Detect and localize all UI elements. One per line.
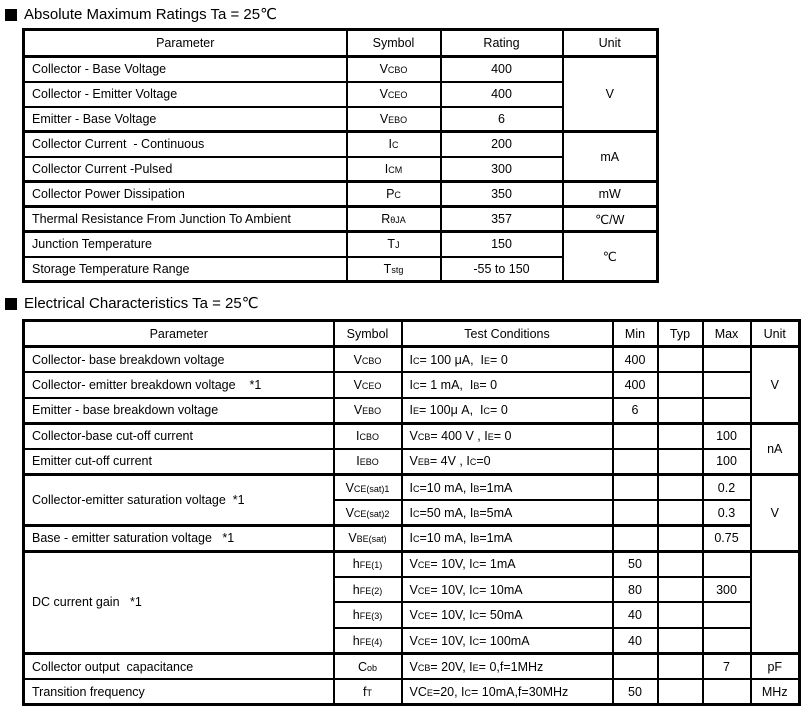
param-cell: Collector Power Dissipation [24, 182, 347, 207]
test-conditions-cell: IC=10 mA, IB=1mA [402, 474, 613, 500]
symbol-base: T [383, 261, 392, 276]
symbol-cell [334, 654, 402, 680]
param-cell: Collector Current - Continuous [24, 132, 347, 157]
typ-cell [658, 654, 703, 680]
max-cell: 100 [703, 423, 751, 449]
table-header-row [24, 321, 800, 347]
section-title-absolute-maximum-ratings [5, 6, 803, 23]
symbol-base: C [357, 659, 367, 674]
table-row [24, 526, 800, 552]
param-cell: Base - emitter saturation voltage *1 [24, 526, 334, 552]
min-cell [613, 449, 658, 475]
table-row [24, 474, 800, 500]
symbol-subscript: BE(sat) [356, 534, 387, 545]
table-row [24, 654, 800, 680]
test-conditions-cell: IC= 1 mA, IB= 0 [402, 372, 613, 398]
header-max: Max [703, 321, 751, 347]
unit-cell: V [751, 474, 800, 551]
max-cell [703, 398, 751, 424]
symbol-cell [334, 398, 402, 424]
symbol-subscript: FE(2) [359, 585, 383, 596]
symbol-base: V [345, 505, 354, 520]
param-cell: Collector-base cut-off current [24, 423, 334, 449]
symbol-cell [334, 679, 402, 705]
header-min: Min [613, 321, 658, 347]
test-conditions-cell: VCE=20, IC= 10mA,f=30MHz [402, 679, 613, 705]
param-cell: Collector- emitter breakdown voltage *1 [24, 372, 334, 398]
symbol-cell [334, 602, 402, 628]
symbol-cell [334, 628, 402, 654]
max-cell [703, 551, 751, 577]
table-row [24, 57, 658, 82]
test-conditions-cell: VCE= 10V, IC= 10mA [402, 577, 613, 603]
symbol-base: I [388, 137, 392, 152]
symbol-cell [347, 182, 441, 207]
symbol-subscript: J [395, 240, 400, 251]
typ-cell [658, 449, 703, 475]
section-title-electrical-characteristics [5, 295, 803, 312]
typ-cell [658, 474, 703, 500]
symbol-base: h [352, 582, 360, 597]
param-cell: Collector Current -Pulsed [24, 157, 347, 182]
unit-cell: pF [751, 654, 800, 680]
unit-cell: ℃ [563, 232, 658, 282]
symbol-base: h [352, 608, 360, 623]
min-cell [613, 474, 658, 500]
param-cell: Junction Temperature [24, 232, 347, 257]
max-cell [703, 679, 751, 705]
symbol-cell [334, 551, 402, 577]
unit-cell: MHz [751, 679, 800, 705]
header-parameter: Parameter [24, 30, 347, 57]
symbol-subscript: C [394, 190, 401, 200]
table-header-row [24, 30, 658, 57]
symbol-subscript: T [366, 687, 372, 698]
symbol-base: I [384, 161, 389, 176]
min-cell: 400 [613, 372, 658, 398]
symbol-base: f [363, 684, 367, 699]
symbol-subscript: CBO [361, 355, 382, 366]
param-cell: Transition frequency [24, 679, 334, 705]
symbol-cell [334, 500, 402, 526]
symbol-cell [334, 474, 402, 500]
symbol-cell [347, 207, 441, 232]
param-cell: Emitter - Base Voltage [24, 107, 347, 132]
max-cell [703, 372, 751, 398]
header-symbol: Symbol [334, 321, 402, 347]
param-cell: Storage Temperature Range [24, 257, 347, 282]
table-row [24, 257, 658, 282]
table-row [24, 107, 658, 132]
symbol-cell [347, 82, 441, 107]
table-row [24, 207, 658, 232]
section-bullet-icon [5, 9, 17, 21]
rating-cell: 350 [441, 182, 563, 207]
param-cell: Collector-emitter saturation voltage *1 [24, 474, 334, 525]
symbol-cell [347, 107, 441, 132]
symbol-subscript: FE(3) [359, 611, 383, 622]
typ-cell [658, 602, 703, 628]
min-cell [613, 500, 658, 526]
symbol-base: I [356, 454, 360, 469]
symbol-subscript: EBO [362, 406, 382, 417]
symbol-base: h [352, 633, 360, 648]
symbol-base: T [387, 237, 396, 252]
header-parameter: Parameter [24, 321, 334, 347]
header-symbol: Symbol [347, 30, 441, 57]
symbol-base: V [353, 377, 362, 392]
test-conditions-cell: IC= 100 μA, IE= 0 [402, 347, 613, 373]
typ-cell [658, 551, 703, 577]
symbol-cell [334, 347, 402, 373]
symbol-cell [347, 257, 441, 282]
header-rating: Rating [441, 30, 563, 57]
test-conditions-cell: VCE= 10V, IC= 50mA [402, 602, 613, 628]
unit-cell: V [563, 57, 658, 132]
rating-cell: 150 [441, 232, 563, 257]
table-row [24, 398, 800, 424]
param-cell: Collector output capacitance [24, 654, 334, 680]
unit-cell: nA [751, 423, 800, 474]
table-row [24, 82, 658, 107]
symbol-base: R [381, 212, 391, 226]
max-cell [703, 628, 751, 654]
symbol-base: V [379, 62, 388, 77]
typ-cell [658, 500, 703, 526]
param-cell: Emitter cut-off current [24, 449, 334, 475]
symbol-cell [334, 449, 402, 475]
unit-cell: mA [563, 132, 658, 182]
rating-cell: 400 [441, 82, 563, 107]
header-unit: Unit [563, 30, 658, 57]
typ-cell [658, 372, 703, 398]
min-cell: 40 [613, 628, 658, 654]
rating-cell: -55 to 150 [441, 257, 563, 282]
symbol-subscript: EBO [359, 457, 379, 468]
rating-cell: 200 [441, 132, 563, 157]
min-cell: 50 [613, 551, 658, 577]
symbol-subscript: FE(1) [359, 560, 383, 571]
min-cell: 80 [613, 577, 658, 603]
symbol-base: V [379, 111, 389, 126]
section-title-text: Electrical Characteristics Ta = 25℃ [24, 295, 259, 312]
param-cell: Thermal Resistance From Junction To Ambient [24, 207, 347, 232]
typ-cell [658, 577, 703, 603]
typ-cell [658, 526, 703, 552]
symbol-cell [334, 526, 402, 552]
typ-cell [658, 347, 703, 373]
symbol-cell [347, 132, 441, 157]
symbol-subscript: ob [367, 662, 378, 673]
min-cell: 50 [613, 679, 658, 705]
symbol-cell [334, 423, 402, 449]
table-row [24, 551, 800, 577]
symbol-subscript: CM [388, 164, 403, 175]
symbol-cell [347, 157, 441, 182]
table-row [24, 232, 658, 257]
min-cell [613, 423, 658, 449]
symbol-subscript: CEO [387, 90, 408, 100]
rating-cell: 357 [441, 207, 563, 232]
header-test-conditions: Test Conditions [402, 321, 613, 347]
typ-cell [658, 423, 703, 449]
symbol-base: V [345, 480, 354, 495]
table-row [24, 182, 658, 207]
symbol-base: h [352, 557, 360, 572]
typ-cell [658, 398, 703, 424]
symbol-subscript: CBO [359, 432, 379, 443]
table-row [24, 679, 800, 705]
symbol-base: V [379, 87, 388, 101]
max-cell: 0.3 [703, 500, 751, 526]
typ-cell [658, 679, 703, 705]
max-cell: 100 [703, 449, 751, 475]
unit-cell: mW [563, 182, 658, 207]
symbol-subscript: CE(sat)1 [353, 483, 390, 494]
max-cell: 300 [703, 577, 751, 603]
test-conditions-cell: IC=10 mA, IB=1mA [402, 526, 613, 552]
test-conditions-cell: VEB= 4V , IC=0 [402, 449, 613, 475]
symbol-subscript: stg [391, 264, 404, 275]
symbol-subscript: CE(sat)2 [353, 508, 390, 519]
symbol-subscript: FE(4) [359, 636, 383, 647]
max-cell [703, 347, 751, 373]
symbol-cell [347, 57, 441, 82]
symbol-subscript: C [391, 140, 399, 151]
param-cell: DC current gain *1 [24, 551, 334, 653]
typ-cell [658, 628, 703, 654]
electrical-characteristics-table [22, 319, 801, 706]
header-unit: Unit [751, 321, 800, 347]
symbol-subscript: CEO [361, 380, 382, 391]
unit-cell: V [751, 347, 800, 424]
rating-cell: 400 [441, 57, 563, 82]
param-cell: Collector- base breakdown voltage [24, 347, 334, 373]
max-cell: 7 [703, 654, 751, 680]
table-row [24, 372, 800, 398]
min-cell: 400 [613, 347, 658, 373]
max-cell: 0.75 [703, 526, 751, 552]
param-cell: Collector - Emitter Voltage [24, 82, 347, 107]
table-row [24, 132, 658, 157]
symbol-base: V [353, 403, 363, 418]
section-title-text: Absolute Maximum Ratings Ta = 25℃ [24, 6, 277, 23]
symbol-base: V [348, 531, 357, 546]
section-bullet-icon [5, 298, 17, 310]
test-conditions-cell: VCB= 20V, IE= 0,f=1MHz [402, 654, 613, 680]
symbol-subscript: EBO [388, 114, 408, 125]
param-cell: Collector - Base Voltage [24, 57, 347, 82]
symbol-base: V [353, 352, 362, 367]
symbol-base: P [386, 187, 395, 201]
unit-cell [751, 551, 800, 653]
unit-cell: ℃/W [563, 207, 658, 232]
table-row [24, 449, 800, 475]
test-conditions-cell: VCB= 400 V , IE= 0 [402, 423, 613, 449]
symbol-subscript: θJA [390, 215, 406, 225]
test-conditions-cell: VCE= 10V, IC= 100mA [402, 628, 613, 654]
min-cell [613, 526, 658, 552]
symbol-cell [334, 372, 402, 398]
absolute-maximum-ratings-table [22, 28, 659, 283]
symbol-subscript: CBO [387, 65, 408, 76]
symbol-base: I [356, 429, 360, 444]
min-cell [613, 654, 658, 680]
param-cell: Emitter - base breakdown voltage [24, 398, 334, 424]
min-cell: 40 [613, 602, 658, 628]
table-row [24, 423, 800, 449]
test-conditions-cell: VCE= 10V, IC= 1mA [402, 551, 613, 577]
table-row [24, 157, 658, 182]
symbol-cell [347, 232, 441, 257]
symbol-cell [334, 577, 402, 603]
test-conditions-cell: IC=50 mA, IB=5mA [402, 500, 613, 526]
min-cell: 6 [613, 398, 658, 424]
table-row [24, 347, 800, 373]
rating-cell: 6 [441, 107, 563, 132]
rating-cell: 300 [441, 157, 563, 182]
header-typ: Typ [658, 321, 703, 347]
max-cell [703, 602, 751, 628]
test-conditions-cell: IE= 100μ A, IC= 0 [402, 398, 613, 424]
max-cell: 0.2 [703, 474, 751, 500]
